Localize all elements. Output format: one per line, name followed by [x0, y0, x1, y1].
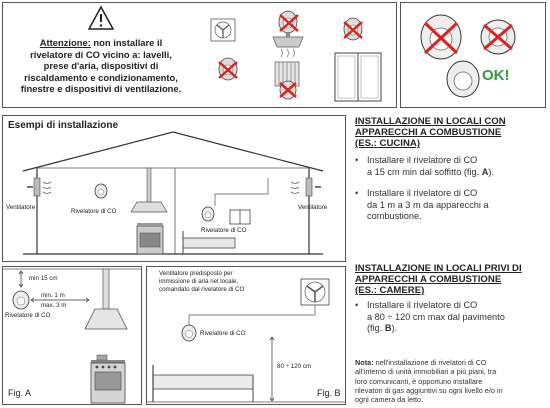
fan-icon — [211, 19, 235, 41]
fig-a-label: Fig. A — [8, 388, 32, 398]
fig-b-height: 80 ÷ 120 cm — [277, 363, 312, 370]
warning-title: Attenzione: — [39, 37, 91, 48]
warning-line2: rivelatore di CO vicino a: lavelli, — [30, 48, 172, 60]
fig-a-illustration — [3, 267, 141, 404]
bullet-dot: • — [355, 188, 359, 198]
section2-bullet1 — [355, 300, 547, 335]
warning-triangle-icon — [87, 5, 115, 31]
section2-b1-ref: B — [384, 323, 392, 333]
section1-b2-line2: da 1 m a 3 m da apparecchi a — [367, 199, 489, 210]
section1-b2-line1: Installare il rivelatore di CO — [367, 188, 478, 198]
stove-icon — [137, 223, 163, 254]
ventilator-right-label: Ventilatore — [298, 204, 328, 211]
detector-icon — [344, 18, 362, 40]
house-illustration — [3, 116, 345, 261]
detector-icon — [219, 58, 237, 80]
note-line3: loro comunicanti, è opportuno installare — [355, 376, 483, 386]
note-label: Nota: — [355, 358, 374, 367]
fig-b-fan-line3: comandato dal rivelatore di CO — [159, 286, 245, 293]
section2-b1-line1: Installare il rivelatore di CO — [367, 300, 478, 310]
warning-line1: non installare il — [90, 37, 163, 48]
section1-title-line1: INSTALLAZIONE IN LOCALI CON — [355, 116, 506, 127]
fig-b-fan-line1: Ventilatore predisposto per — [159, 270, 233, 277]
detector-label-kitchen: Rivelatore di CO — [71, 208, 117, 215]
note-block — [355, 358, 548, 404]
detector-icon — [280, 81, 296, 99]
fan-icon — [291, 178, 321, 196]
hood-icon — [85, 269, 127, 329]
section2-b1-line2: a 80 ÷ 120 cm max dal pavimento — [367, 311, 505, 322]
note-line2: all'interno di unità immobiliari a più piani, tra — [355, 367, 497, 377]
detector-icon — [13, 291, 29, 309]
bullet-dot: • — [355, 155, 359, 165]
warning-text — [5, 37, 197, 95]
warning-line4: riscaldamento e condizionamento, — [24, 71, 178, 83]
fig-a-max-distance: max. 3 m — [41, 302, 67, 309]
stove-icon — [91, 355, 125, 403]
bed-icon — [153, 365, 253, 402]
fig-b-label: Fig. B — [317, 388, 341, 398]
fig-a-min-distance: min. 1 m — [41, 292, 65, 299]
detector-label-bedroom: Rivelatore di CO — [201, 227, 247, 234]
fig-a-min-ceiling: min 15 cm — [29, 275, 58, 282]
ok-label: OK! — [482, 67, 510, 84]
fig-b-fan-line2: immissione di aria nel locale, — [159, 278, 239, 285]
bed-icon — [183, 231, 235, 254]
detector-icon — [481, 20, 515, 54]
note-line4: rilevatori di gas aggiuntivi su ogni livello e/o in — [355, 385, 503, 395]
forbidden-locations-icons — [203, 7, 395, 107]
section1-b2-line3: combustione. — [367, 211, 422, 221]
warning-line5: finestre e dispositivi di ventilazione. — [20, 83, 182, 94]
bullet-dot: • — [355, 300, 359, 310]
detector-icon — [182, 325, 196, 341]
section1-title — [355, 116, 547, 149]
section2-b1-line3: (fig. — [367, 323, 385, 333]
examples-box — [2, 115, 346, 262]
ok-box — [400, 2, 546, 108]
section2-b1-end: ). — [391, 323, 398, 333]
section1-title-line2: APPARECCHI A COMBUSTIONE — [355, 127, 502, 138]
window-icon — [335, 53, 381, 101]
fan-icon — [27, 178, 51, 196]
window-icon — [230, 210, 250, 224]
fig-b-box — [146, 266, 346, 405]
fan-icon — [301, 279, 329, 305]
detector-icon — [447, 61, 479, 97]
section2-title — [355, 263, 547, 296]
section2-title-line1: INSTALLAZIONE IN LOCALI PRIVI DI — [355, 263, 522, 274]
section1-title-line3: (ES.: CUCINA) — [355, 138, 421, 149]
hood-icon — [131, 168, 167, 212]
detector-placement-icons — [403, 5, 543, 105]
section1-bullet2 — [355, 188, 547, 223]
fig-a-detector-label: Rivelatore di CO — [5, 312, 51, 319]
note-line1: nell'installazione di rivelatori di CO — [373, 358, 487, 367]
ventilator-left-label: Ventilatore — [6, 204, 36, 211]
detector-icon — [95, 184, 107, 198]
fig-b-fan-text — [159, 270, 244, 294]
warning-line3: prese d'aria, dispositivi di — [43, 60, 159, 71]
section1-b1-line2: a 15 cm min dal soffitto (fig. — [367, 166, 482, 177]
note-line5: ogni camera da letto. — [355, 395, 424, 405]
sink-icon — [273, 33, 303, 47]
section1-b1-line1: Installare il rivelatore di CO — [367, 155, 478, 165]
detector-icon — [279, 11, 298, 33]
section1-b1-ref: A — [481, 166, 489, 177]
section2-title-line2: APPARECCHI A COMBUSTIONE — [355, 274, 502, 285]
section-no-combustion — [355, 263, 547, 335]
detector-icon — [421, 15, 461, 59]
radiator-icon — [275, 49, 299, 86]
fig-b-detector-label: Rivelatore di CO — [200, 330, 246, 337]
fig-a-box — [2, 266, 142, 405]
examples-title: Esempi di installazione — [8, 120, 119, 131]
section-combustion — [355, 116, 547, 223]
detector-icon — [202, 207, 214, 221]
section1-bullet1 — [355, 155, 547, 178]
warning-box — [2, 2, 397, 108]
section2-title-line3: (ES.: CAMERE) — [355, 285, 425, 296]
section1-b1-end: ). — [488, 166, 494, 177]
